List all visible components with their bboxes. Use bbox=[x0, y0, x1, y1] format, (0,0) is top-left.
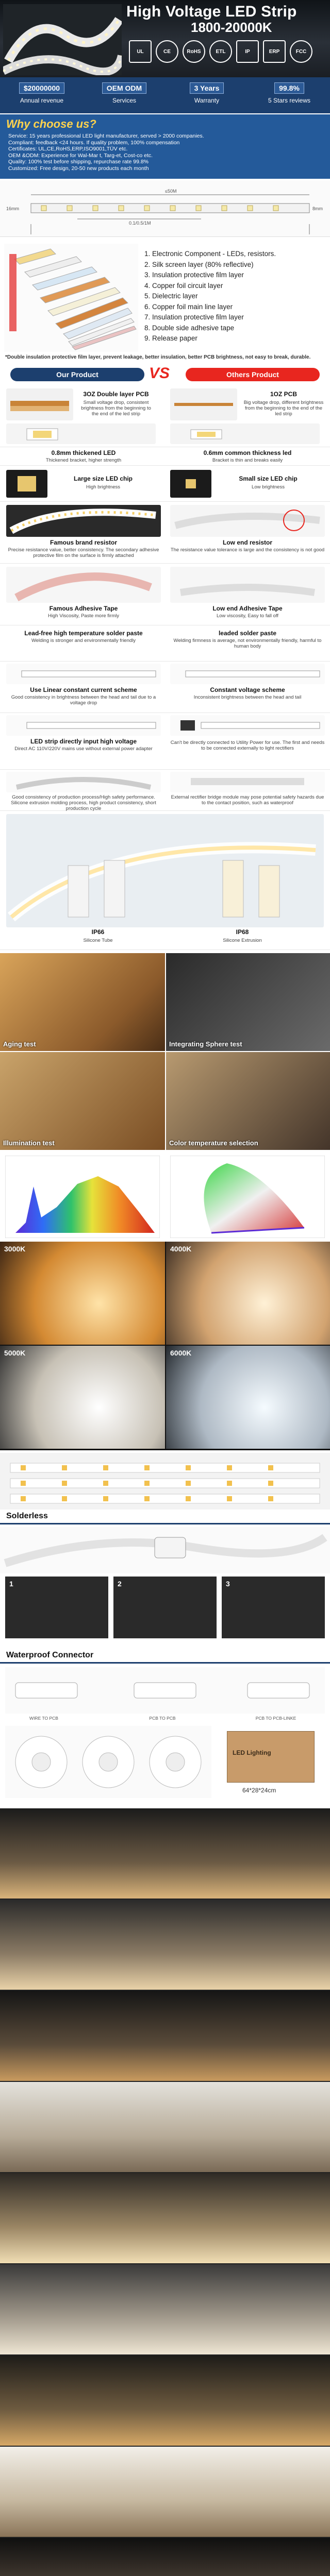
list-item: 7. Insulation protective film layer bbox=[144, 313, 244, 321]
page-subtitle: 1800-20000K bbox=[191, 20, 272, 35]
aging-test-image: Aging test bbox=[0, 953, 165, 1051]
production-image-left bbox=[6, 772, 161, 792]
ul-cert-icon: UL bbox=[129, 40, 152, 63]
stat-revenue: $20000000 Annual revenue bbox=[3, 82, 80, 104]
compare-row-high-voltage: LED strip directly input high voltage Direct AC 110V/220V mains use without external power adapter Can't be directly connected to Utility Power for use. The first and needs to be connected externally to light rectifiers bbox=[0, 713, 330, 770]
compare-row-safety: Good consistency of production process/High safety performance. Silicone extrusion molding process, high product consistency, short production cycle External rectifier bridge module may pose potential safety hazards due to the contact position, such as waterproof bbox=[0, 770, 330, 811]
comparison-header bbox=[0, 364, 330, 384]
thin-pcb-image bbox=[170, 388, 237, 420]
list-item: Certificates: UL,CE,RoHS,ERP,ISO9001,TÜV etc. bbox=[8, 146, 128, 152]
led-closeup-right bbox=[170, 423, 320, 444]
width-label: 16mm bbox=[6, 206, 20, 211]
list-item: 4. Copper foil circuit layer bbox=[144, 281, 223, 290]
resistor-strip-right bbox=[170, 505, 325, 537]
adhesive-tape-left bbox=[6, 567, 161, 603]
illumination-test-image: Illumination test bbox=[0, 1052, 165, 1150]
shipping-box-image bbox=[227, 1731, 315, 1783]
solderless-connector-image bbox=[0, 1527, 330, 1573]
length-label: ≤50M bbox=[165, 189, 177, 194]
vs-label: VS bbox=[149, 365, 170, 382]
testing-section bbox=[0, 953, 330, 1151]
scene-image bbox=[0, 2538, 330, 2576]
list-item: 2. Silk screen layer (80% reflective) bbox=[144, 260, 254, 268]
stat-services: OEM ODM Services bbox=[86, 82, 163, 104]
compare-row-pcb: 3OZ Double layer PCB Small voltage drop, consistent brightness from the beginning to the end of the led strip 1OZ PCB Big voltage drop, different brightness from the beginning to the end of the led strip bbox=[0, 385, 330, 447]
etl-cert-icon: ETL bbox=[209, 40, 232, 63]
divider bbox=[0, 1662, 330, 1664]
compare-row-tape: Famous Adhesive Tape High Viscosity, Paste more firmly Low end Adhesive Tape Low viscosity, Easy to fall off bbox=[0, 564, 330, 625]
box-size-label: 64*28*24cm bbox=[242, 1787, 276, 1794]
list-item: 1. Electronic Component - LEDs, resistors. bbox=[144, 250, 276, 258]
small-chip-image bbox=[170, 470, 211, 498]
scene-image bbox=[0, 2082, 330, 2172]
compare-row-current: Use Linear constant current scheme Good consistency in brightness between the head and tail due to a voltage drop Constant voltage scheme Inconsistent brightness between the head and tail bbox=[0, 662, 330, 713]
list-item: OEM &ODM: Experience for Wal-Mar t, Targ-et, Cost-co etc. bbox=[8, 152, 153, 159]
list-item: 8. Double side adhesive tape bbox=[144, 324, 235, 332]
led-strip-reel-image bbox=[3, 4, 122, 75]
ce-cert-icon: CE bbox=[156, 40, 178, 63]
ip-cert-icon: IP bbox=[236, 40, 259, 63]
height-label: 8mm bbox=[312, 206, 323, 211]
thick-pcb-image bbox=[6, 388, 73, 420]
strip-variants-image bbox=[0, 1453, 330, 1510]
production-image-right bbox=[170, 772, 325, 792]
cct-4000k-image: 4000K bbox=[166, 1242, 330, 1345]
spectrum-chart bbox=[5, 1156, 160, 1238]
solderless-heading: Solderless bbox=[6, 1512, 48, 1520]
led-closeup-left bbox=[6, 423, 156, 444]
compare-row-resistor: Famous brand resistor Precise resistance value, better consistency. The secondary adhesive protective film on the surface is firmly attached Low end resistor The resistance value tolerance is large and the consistency is not good bbox=[0, 502, 330, 564]
layer-exploded-image bbox=[4, 244, 138, 352]
structure-list bbox=[144, 249, 276, 344]
list-item: Compliant: feedback <24 hours. If quality problem, 100% compensation bbox=[8, 139, 180, 146]
list-item: Customized: Free design, 20-50 new products each month bbox=[8, 165, 149, 172]
integrating-sphere-image: Integrating Sphere test bbox=[166, 953, 330, 1051]
scene-image bbox=[0, 1808, 330, 1899]
compare-row-led-thickness: 0.8mm thickened LED Thickened bracket, higher strength 0.6mm common thickness led Bracket is thin and breaks easily bbox=[0, 447, 330, 466]
list-item: 6. Copper foil main line layer bbox=[144, 302, 233, 311]
spectrum-section bbox=[0, 1153, 330, 1241]
list-item: 3. Insulation protective film layer bbox=[144, 271, 244, 279]
resistor-strip-left bbox=[6, 505, 161, 537]
application-scenes bbox=[0, 1808, 330, 2576]
divider bbox=[0, 1523, 330, 1524]
compare-row-chip: Large size LED chip High brightness Small size LED chip Low brightness bbox=[0, 466, 330, 502]
why-heading: Why choose us? bbox=[6, 117, 96, 130]
solderless-section bbox=[0, 1510, 330, 1646]
connector-types-image bbox=[5, 1667, 325, 1714]
scene-image bbox=[0, 1900, 330, 1990]
direct-input-diagram bbox=[6, 715, 161, 736]
stat-reviews: 99.8% 5 Stars reviews bbox=[251, 82, 328, 104]
dimension-diagram bbox=[0, 180, 330, 237]
page-title: High Voltage LED Strip bbox=[126, 3, 297, 20]
large-chip-image bbox=[6, 470, 47, 498]
scene-image bbox=[0, 2264, 330, 2354]
compare-row-ip: IP66 IP68 Silicone Tube Silicone Extrusion bbox=[0, 811, 330, 950]
constant-voltage-diagram bbox=[170, 664, 325, 684]
box-label: LED Lighting bbox=[233, 1749, 271, 1756]
hero-banner bbox=[0, 0, 330, 77]
strip-variants-drawing bbox=[0, 1453, 330, 1510]
stat-warranty: 3 Years Warranty bbox=[168, 82, 245, 104]
company-stats bbox=[0, 77, 330, 113]
cct-5000k-image: 5000K bbox=[0, 1346, 165, 1449]
list-item: Service: 15 years professional LED light manufacturer, served > 2000 companies. bbox=[8, 133, 204, 139]
list-item: 5. Dielectric layer bbox=[144, 292, 198, 300]
cct-6000k-image: 6000K bbox=[166, 1346, 330, 1449]
linear-current-diagram bbox=[6, 664, 161, 684]
compare-row-solder: Lead-free high temperature solder paste Welding is stronger and environmentally friendly leaded solder paste Welding firmness is average, not environmentally friendly, harmful to human body bbox=[0, 625, 330, 662]
solder-step-2: 2 bbox=[113, 1577, 217, 1638]
adhesive-tape-right bbox=[170, 567, 325, 603]
waterproof-connector-section: Waterproof Connector WIRE TO PCB PCB TO PCB PCB TO PCB-LINKE LED Lighting 64*28*24cm bbox=[0, 1649, 330, 1803]
scene-image bbox=[0, 2447, 330, 2537]
list-item: 9. Release paper bbox=[144, 334, 197, 342]
ip-silicone-image bbox=[6, 814, 324, 927]
color-temperature-section bbox=[0, 1242, 330, 1450]
cct-3000k-image: 3000K bbox=[0, 1242, 165, 1345]
fcc-cert-icon: FCC bbox=[290, 40, 312, 63]
structure-layers bbox=[0, 239, 330, 362]
cut-length-label: 0.1/0.5/1M bbox=[129, 221, 151, 226]
rectifier-diagram bbox=[170, 715, 325, 736]
erp-cert-icon: ERP bbox=[263, 40, 286, 63]
waterproof-heading: Waterproof Connector bbox=[6, 1651, 94, 1659]
why-list bbox=[8, 133, 204, 172]
reel-packaging-image bbox=[5, 1726, 211, 1798]
cie-diagram bbox=[170, 1156, 325, 1238]
structure-note: *Double insulation protective film layer, prevent leakage, better insulation, better PCB brightness, not easy to break, durable. bbox=[5, 354, 311, 360]
solder-step-3: 3 bbox=[222, 1577, 325, 1638]
scene-image bbox=[0, 2173, 330, 2263]
list-item: Quality: 100% test before shipping, repurchase rate 99.8% bbox=[8, 159, 148, 165]
our-product-label: Our Product bbox=[10, 368, 144, 381]
rohs-cert-icon: RoHS bbox=[183, 40, 205, 63]
why-choose-us bbox=[0, 114, 330, 179]
comparison-rows bbox=[0, 385, 330, 952]
others-product-label: Others Product bbox=[186, 368, 320, 381]
color-temp-selection-image: Color temperature selection bbox=[166, 1052, 330, 1150]
scene-image bbox=[0, 2355, 330, 2446]
solder-step-1: 1 bbox=[5, 1577, 108, 1638]
scene-image bbox=[0, 1991, 330, 2081]
